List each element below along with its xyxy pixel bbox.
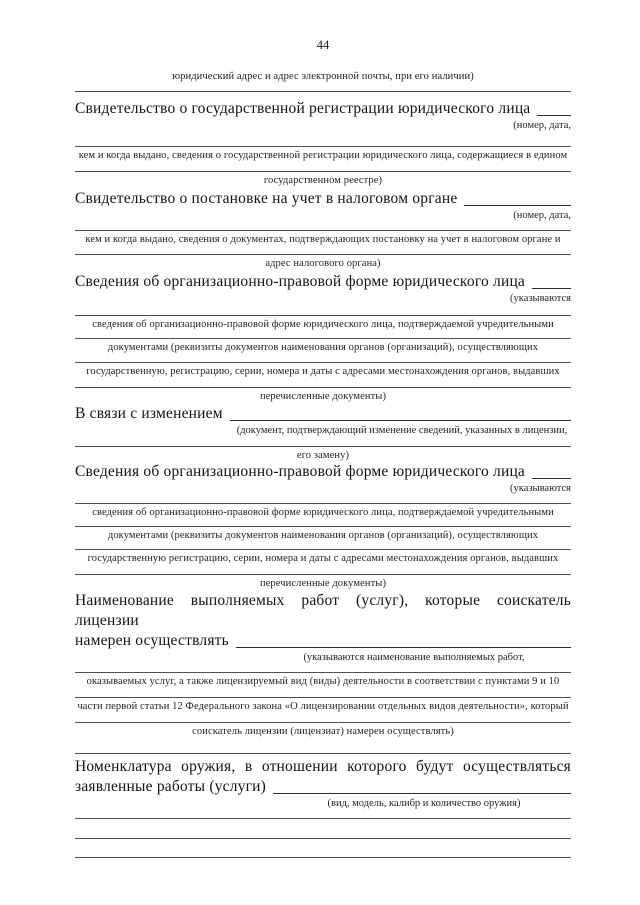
fill-in-blank bbox=[532, 272, 571, 289]
fill-in-line bbox=[75, 446, 571, 462]
fill-in-line bbox=[75, 254, 571, 270]
field-label-line2-row bbox=[75, 631, 571, 651]
field-label: Сведения об организационно-правовой форме юридического лица bbox=[75, 463, 526, 480]
fill-in-line bbox=[75, 338, 571, 354]
field-hint-continuation: кем и когда выдано, сведения о государственной регистрации юридического лица, содержащиеся в едином bbox=[78, 150, 568, 161]
page-number: 44 bbox=[316, 38, 330, 52]
fill-in-line bbox=[75, 171, 571, 187]
field-label-line2: намерен осуществлять bbox=[75, 632, 229, 649]
field-works-services-name bbox=[75, 591, 571, 651]
fill-in-line bbox=[75, 526, 571, 542]
fill-in-blank bbox=[532, 462, 571, 479]
field-label: Свидетельство о государственной регистрации юридического лица bbox=[75, 100, 531, 117]
blank-line bbox=[75, 753, 571, 754]
field-hint-continuation: адрес налогового органа) bbox=[265, 258, 381, 269]
fill-in-line bbox=[75, 574, 571, 590]
fill-in-line bbox=[75, 146, 571, 162]
field-hint-continuation: его замену) bbox=[296, 450, 350, 461]
field-hint: (указываются bbox=[510, 483, 571, 494]
fill-in-line bbox=[75, 672, 571, 688]
blank-line bbox=[75, 838, 571, 839]
field-label-line2-row bbox=[75, 777, 571, 797]
fill-in-blank bbox=[464, 189, 571, 206]
fill-in-blank bbox=[537, 99, 571, 116]
page-content bbox=[75, 38, 571, 858]
field-hint-continuation: документами (реквизиты документов наименования органов (организаций), осуществляющих bbox=[107, 342, 539, 353]
field-hint-continuation: соискатель лицензии (лицензиат) намерен осуществлять) bbox=[192, 726, 454, 737]
fill-in-line bbox=[75, 503, 571, 519]
field-hint-continuation: сведения об организационно-правовой форме юридического лица, подтверждаемой учредительными bbox=[92, 319, 554, 330]
fill-in-line bbox=[75, 722, 571, 738]
field-hint-continuation: государственном реестре) bbox=[263, 175, 383, 186]
field-hint-continuation: государственную, регистрацию, серии, номера и даты с адресами местонахождения органов, выдавших bbox=[86, 366, 560, 377]
field-label-line2: заявленные работы (услуги) bbox=[75, 778, 267, 795]
field-hint-continuation: сведения об организационно-правовой форме юридического лица, подтверждаемой учредительными bbox=[92, 507, 554, 518]
fill-in-line bbox=[75, 697, 571, 713]
field-hint: (номер, дата, bbox=[513, 120, 571, 131]
field-hint-continuation: кем и когда выдано, сведения о документах, подтверждающих постановку на учет в налоговом органе и bbox=[85, 234, 561, 245]
carryover-field-caption: юридический адрес и адрес электронной почты, при его наличии) bbox=[172, 71, 474, 82]
field-weapon-nomenclature bbox=[75, 757, 571, 797]
fill-in-line bbox=[75, 362, 571, 378]
field-label-line1: Наименование выполняемых работ (услуг), которые соискатель лицензии bbox=[75, 592, 571, 629]
field-hint-continuation: государственную регистрацию, серии, номера и даты с адресами местонахождения органов, выдавших bbox=[87, 553, 559, 564]
field-tax-registration-certificate bbox=[75, 189, 571, 209]
field-state-registration-certificate bbox=[75, 99, 571, 119]
field-hint: (документ, подтверждающий изменение сведений, указанных в лицензии, bbox=[236, 425, 568, 436]
field-hint-continuation: части первой статьи 12 Федерального закона «О лицензировании отдельных видов деятельности», который bbox=[77, 701, 569, 712]
blank-line bbox=[75, 818, 571, 819]
field-hint: (указываются наименование выполняемых работ, bbox=[303, 652, 525, 663]
blank-line bbox=[75, 91, 571, 92]
field-hint: (номер, дата, bbox=[513, 210, 571, 221]
fill-in-line bbox=[75, 387, 571, 403]
fill-in-line bbox=[75, 315, 571, 331]
field-label: В связи с изменением bbox=[75, 405, 223, 422]
fill-in-line bbox=[75, 549, 571, 565]
field-legal-form-info bbox=[75, 272, 571, 292]
blank-line bbox=[75, 857, 571, 858]
field-legal-form-info-2 bbox=[75, 462, 571, 482]
fill-in-line bbox=[75, 230, 571, 246]
field-label: Свидетельство о постановке на учет в налоговом органе bbox=[75, 190, 458, 207]
field-hint: (вид, модель, калибр и количество оружия) bbox=[327, 798, 521, 809]
field-hint-continuation: перечисленные документы) bbox=[259, 578, 387, 589]
field-label: Сведения об организационно-правовой форме юридического лица bbox=[75, 273, 526, 290]
field-hint: (указываются bbox=[510, 293, 571, 304]
field-hint-continuation: оказываемых услуг, а также лицензируемый вид (виды) деятельности в соответствии с пунктами 9 и 10 bbox=[86, 676, 560, 687]
field-label-line1: Номенклатура оружия, в отношении которого будут осуществляться bbox=[75, 758, 571, 775]
fill-in-blank bbox=[230, 404, 571, 421]
fill-in-blank bbox=[273, 777, 571, 794]
field-hint-continuation: документами (реквизиты документов наименования органов (организаций), осуществляющих bbox=[107, 530, 539, 541]
field-change-reason bbox=[75, 404, 571, 424]
field-hint-continuation: перечисленные документы) bbox=[259, 391, 387, 402]
fill-in-blank bbox=[236, 631, 571, 648]
